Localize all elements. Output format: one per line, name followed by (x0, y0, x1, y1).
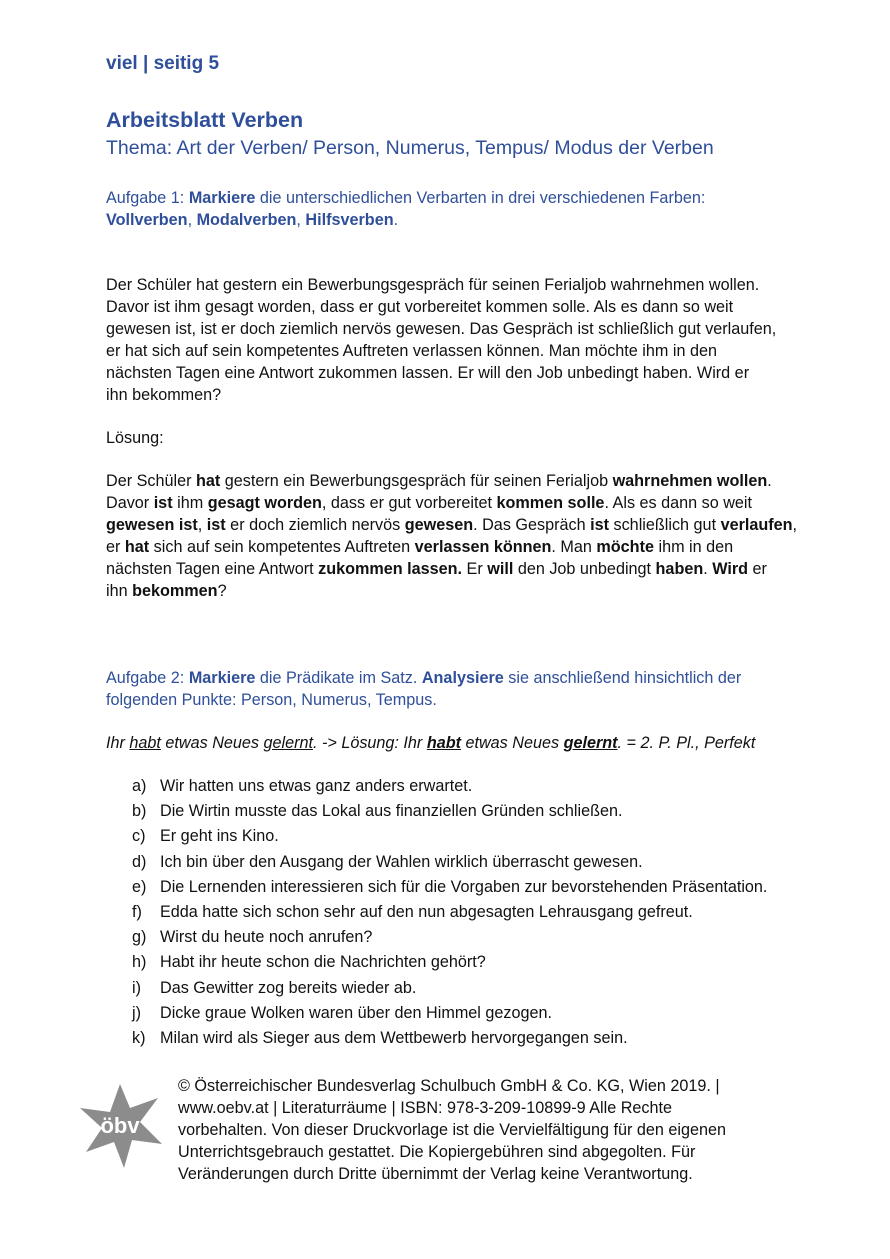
list-item (106, 876, 826, 901)
solution-predicate: gewesen (404, 516, 474, 534)
list-item (106, 851, 826, 876)
list-item (106, 1027, 826, 1052)
task-2-rest: sie anschließend hinsichtlich der (503, 669, 742, 687)
example-analysis: . = 2. P. Pl., Perfekt (617, 734, 756, 752)
list-item-text: Wirst du heute noch anrufen? (160, 928, 373, 947)
list-item-label: h) (132, 953, 147, 972)
list-item-text: Die Lernenden interessieren sich für die Vorgaben zur bevorstehenden Präsentation. (160, 877, 768, 896)
list-item-text: Habt ihr heute schon die Nachrichten gehört? (160, 953, 486, 972)
text-line: Davor ist ihm gesagt worden, dass er gut vorbereitet kommen solle. Als es dann so weit (106, 298, 734, 316)
solution-text-segment: , (197, 516, 207, 534)
list-item (106, 901, 826, 926)
solution-line (106, 514, 797, 536)
solution-text-segment: ihm in den (653, 538, 734, 556)
solution-predicate: verlassen können (414, 538, 552, 556)
text-line: er hat sich auf sein kompetentes Auftreten verlassen können. Man möchte ihm in den (106, 342, 717, 360)
verb-type-vollverben: Vollverben (106, 211, 188, 229)
list-item-text: Dicke graue Wolken waren über den Himmel gezogen. (160, 1003, 553, 1022)
task-2-mid: die Prädikate im Satz. (255, 669, 422, 687)
solution-text-segment: schließlich gut (609, 516, 721, 534)
solution-predicate: wahrnehmen wollen (612, 472, 768, 490)
solution-line (106, 558, 797, 580)
text-line: gewesen ist, ist er doch ziemlich nervös gewesen. Das Gespräch ist schließlich gut verlaufen, (106, 320, 777, 338)
list-item-label: k) (132, 1028, 146, 1047)
solution-predicate: zukommen lassen. (318, 560, 463, 578)
separator: , (187, 211, 197, 229)
example-sentence (106, 732, 755, 754)
copyright-footer (178, 1075, 758, 1185)
separator: , (296, 211, 306, 229)
solution-text-segment: ihn (106, 582, 133, 600)
task-1-line-1 (106, 187, 705, 209)
task-1-verb: Markiere (188, 189, 256, 207)
example-solution-predicate: gelernt (563, 734, 618, 752)
example-text: Ihr (106, 734, 130, 752)
solution-predicate: möchte (596, 538, 654, 556)
solution-text-segment: er (748, 560, 767, 578)
solution-line (106, 492, 797, 514)
solution-predicate: haben (655, 560, 704, 578)
verb-type-hilfsverben: Hilfsverben (305, 211, 394, 229)
list-item (106, 775, 826, 800)
solution-predicate: verlaufen (720, 516, 793, 534)
example-solution-predicate: habt (426, 734, 461, 752)
list-item-label: d) (132, 852, 147, 871)
solution-text (106, 470, 797, 602)
example-predicate: habt (129, 734, 161, 752)
list-item-label: i) (132, 978, 141, 997)
solution-text-segment: er doch ziemlich nervös (225, 516, 405, 534)
text-line: Der Schüler hat gestern ein Bewerbungsgespräch für seinen Ferialjob wahrnehmen wollen. (106, 276, 760, 294)
example-predicate: gelernt (263, 734, 313, 752)
verb-type-modalverben: Modalverben (196, 211, 297, 229)
solution-predicate: gewesen ist (106, 516, 198, 534)
solution-text-segment: . Das Gespräch (473, 516, 591, 534)
list-item (106, 825, 826, 850)
list-item (106, 1002, 826, 1027)
task-2-line-1 (106, 667, 741, 689)
task-1-line-2 (106, 209, 705, 231)
solution-predicate: gesagt worden (207, 494, 322, 512)
solution-predicate: ist (153, 494, 173, 512)
solution-predicate: ist (206, 516, 226, 534)
solution-predicate: will (487, 560, 514, 578)
solution-text-segment: . Man (551, 538, 597, 556)
task-2-instructions (106, 667, 741, 711)
list-item (106, 800, 826, 825)
list-item (106, 951, 826, 976)
list-item-label: a) (132, 777, 147, 795)
footer-line: Veränderungen durch Dritte übernimmt der Verlag keine Verantwortung. (178, 1165, 693, 1183)
solution-predicate: hat (195, 472, 221, 490)
page-header: viel | seitig 5 (106, 53, 220, 74)
oebv-logo (74, 1078, 166, 1170)
exercise-text (106, 274, 776, 406)
task-2-verb-markiere: Markiere (188, 669, 256, 687)
logo-text: öbv (100, 1113, 140, 1138)
list-item-label: e) (132, 877, 147, 896)
solution-predicate: hat (124, 538, 150, 556)
page-title: Arbeitsblatt Verben (106, 108, 304, 132)
solution-line (106, 470, 797, 492)
solution-predicate: bekommen (132, 582, 218, 600)
solution-text-segment: . Als es dann so weit (604, 494, 753, 512)
solution-predicate: ist (590, 516, 609, 534)
list-item-label: b) (132, 802, 147, 821)
list-item-text: Milan wird als Sieger aus dem Wettbewerb hervorgegangen sein. (160, 1028, 628, 1047)
example-text: etwas Neues (160, 734, 264, 752)
list-item-text: Er geht ins Kino. (160, 827, 279, 846)
solution-text-segment: . (703, 560, 713, 578)
footer-line: vorbehalten. Von dieser Druckvorlage ist die Vervielfältigung für den eigenen (178, 1121, 727, 1139)
list-item-text: Ich bin über den Ausgang der Wahlen wirklich überrascht gewesen. (160, 852, 643, 871)
solution-predicate: Wird (712, 560, 749, 578)
solution-text-segment: Der Schüler (106, 472, 196, 490)
list-item-text: Die Wirtin musste das Lokal aus finanziellen Gründen schließen. (160, 802, 623, 821)
solution-text-segment: Davor (106, 494, 154, 512)
task-2-line-2: folgenden Punkte: Person, Numerus, Tempus. (106, 691, 437, 709)
task-2-verb-analysiere: Analysiere (421, 669, 504, 687)
solution-line (106, 580, 797, 602)
solution-text-segment: nächsten Tagen eine Antwort (106, 560, 319, 578)
solution-text-segment: , dass er gut vorbereitet (321, 494, 497, 512)
solution-predicate: kommen solle (496, 494, 605, 512)
list-item-label: g) (132, 928, 147, 947)
solution-text-segment: ? (217, 582, 227, 600)
footer-line: www.oebv.at | Literaturräume | ISBN: 978-3-209-10899-9 Alle Rechte (178, 1099, 672, 1117)
solution-text-segment: ihm (172, 494, 208, 512)
solution-text-segment: den Job unbedingt (513, 560, 656, 578)
sentence-list (106, 775, 826, 1052)
period: . (393, 211, 399, 229)
solution-text-segment: sich auf sein kompetentes Auftreten (149, 538, 415, 556)
task-2-prefix: Aufgabe 2: (106, 669, 189, 687)
list-item-text: Wir hatten uns etwas ganz anders erwartet. (160, 777, 473, 795)
example-text: . -> Lösung: Ihr (312, 734, 427, 752)
example-text: etwas Neues (460, 734, 564, 752)
solution-text-segment: er (106, 538, 125, 556)
solution-text-segment: , (792, 516, 798, 534)
footer-line: Unterrichtsgebrauch gestattet. Die Kopiergebühren sind abgegolten. Für (178, 1143, 696, 1161)
list-item-label: f) (132, 902, 142, 921)
solution-text-segment: . (767, 472, 772, 490)
solution-label: Lösung: (106, 429, 164, 447)
list-item-label: c) (132, 827, 146, 846)
task-1-instructions (106, 187, 705, 231)
footer-line: © Österreichischer Bundesverlag Schulbuch GmbH & Co. KG, Wien 2019. | (178, 1077, 720, 1095)
list-item-text: Das Gewitter zog bereits wieder ab. (160, 978, 417, 997)
solution-line (106, 536, 797, 558)
list-item (106, 977, 826, 1002)
task-1-rest: die unterschiedlichen Verbarten in drei verschiedenen Farben: (255, 189, 706, 207)
text-line: ihn bekommen? (106, 386, 222, 404)
task-1-prefix: Aufgabe 1: (106, 189, 189, 207)
solution-text-segment: Er (462, 560, 488, 578)
list-item-text: Edda hatte sich schon sehr auf den nun abgesagten Lehrausgang gefreut. (160, 902, 693, 921)
solution-text-segment: gestern ein Bewerbungsgespräch für seinen Ferialjob (220, 472, 613, 490)
text-line: nächsten Tagen eine Antwort zukommen lassen. Er will den Job unbedingt haben. Wird er (106, 364, 750, 382)
list-item (106, 926, 826, 951)
page-subtitle: Thema: Art der Verben/ Person, Numerus, Tempus/ Modus der Verben (106, 137, 714, 159)
list-item-label: j) (132, 1003, 141, 1022)
